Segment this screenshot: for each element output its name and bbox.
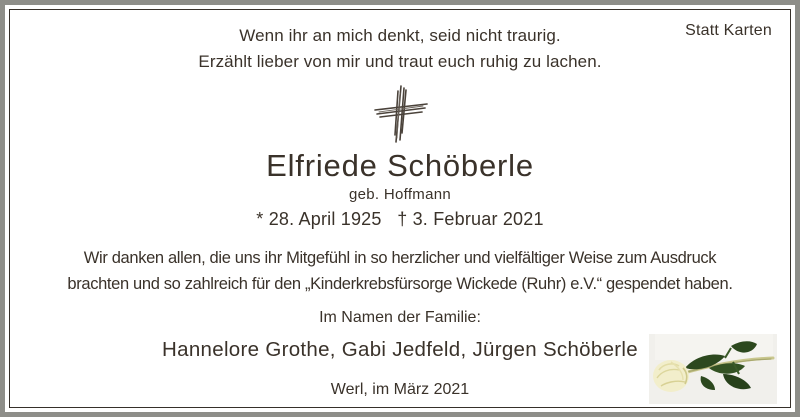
cross-icon (365, 83, 435, 145)
thanks-paragraph (11, 245, 789, 297)
white-rose-image (647, 328, 779, 406)
thanks-line-2: brachten und so zahlreich für den „Kinderkrebsfürsorge Wickede (Ruhr) e.V.“ gespendet haben. (67, 275, 733, 293)
deceased-name: Elfriede Schöberle (266, 148, 534, 183)
maiden-name: geb. Hoffmann (348, 186, 452, 203)
family-names: Hannelore Grothe, Gabi Jedfeld, Jürgen Schöberle (162, 338, 638, 361)
place-and-date: Werl, im März 2021 (330, 381, 470, 398)
family-intro: Im Namen der Familie: (319, 309, 481, 326)
quote-line-2: Erzählt lieber von mir und traut euch ruhig zu lachen. (198, 52, 602, 71)
notice-content (11, 11, 789, 406)
birth-death-dates: * 28. April 1925 † 3. Februar 2021 (256, 209, 544, 229)
thanks-line-1: Wir danken allen, die uns ihr Mitgefühl in so herzlicher und vielfältiger Weise zum Ausdruck (83, 249, 717, 267)
quote-line-1: Wenn ihr an mich denkt, seid nicht traurig. (239, 26, 561, 45)
statt-karten-note: Statt Karten (685, 22, 772, 39)
memorial-quote (11, 23, 789, 75)
